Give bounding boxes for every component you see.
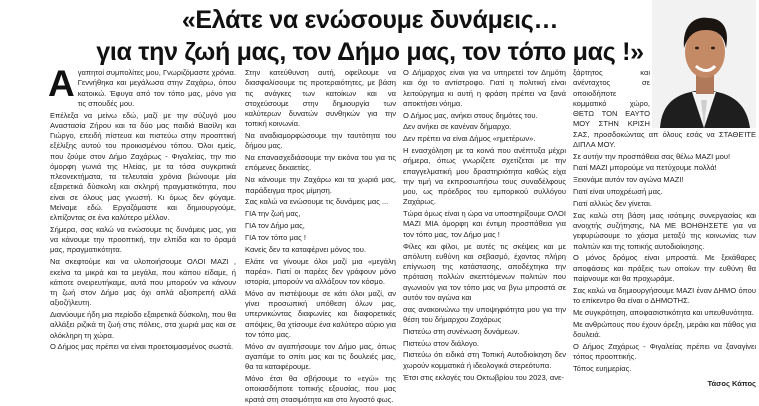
paragraph: [245, 245, 396, 255]
paragraph-text: Μόνο αν πιστέψουμε σε κάτι όλοι μαζί, αν γίνει προσωπική υπόθεση όλων μας, υπερνικώντας διαφωνίες και διαφορετικές απόψεις, θα χτίσουμε ένα καλύτερο αύριο για τον τόπο μας.: [245, 288, 396, 339]
paragraph-text: Πιστεύω ότι ειδικά στη Τοπική Αυτοδιοίκηση δεν χωρούν κομματικά ή ιδεολογικά στερεότυπα.: [403, 350, 566, 370]
paragraph: [403, 68, 566, 109]
paragraph: [245, 131, 396, 152]
paragraph-text: Σε αυτήν την προσπάθεια σας θέλω ΜΑΖΙ μου!: [573, 151, 731, 161]
paragraph-text: Κανείς δεν τα καταφέρνει μόνος του.: [245, 244, 366, 254]
paragraph-text: Σας καλώ στη βάση μιας ισότιμης συνεργασίας και ανοιχτής συζήτησης, ΝΑ ΜΕ ΒΟΗΘΗΣΕΤΕ για να γεφυρώσουμε το χάσμα μεταξύ της κοινωνίας των πολιτών και της τοπικής αυτοδιοίκησης.: [573, 210, 756, 251]
paragraph: [403, 373, 566, 383]
paragraph-text: ΓΙΑ τον Δήμο μας,: [245, 221, 305, 231]
paragraph-text: Γιατί αλλιώς δεν γίνεται.: [573, 198, 652, 208]
paragraph: [573, 187, 756, 197]
paragraph: [50, 342, 236, 352]
paragraph-text: Να αναδιαμορφώσουμε την ταυτότητα του δήμου μας.: [245, 131, 396, 151]
paragraph: [50, 310, 236, 341]
headline-line-2: για την ζωή μας, τον Δήμο μας, τον τόπο μας !»: [96, 38, 644, 66]
paragraph: [245, 175, 396, 196]
paragraph: [403, 146, 566, 208]
paragraph: [403, 350, 566, 371]
paragraph-text: Με συγκρότηση, αποφασιστικότητα και υπευθυνότητα.: [573, 307, 754, 317]
paragraph: [245, 342, 396, 373]
paragraph-text: Πιστεύω στον διάλογο.: [403, 338, 480, 348]
paragraph: [50, 111, 236, 224]
paragraph-text: Να επανασχεδιάσουμε την εικόνα του για τις επόμενες δεκαετίες.: [245, 153, 396, 173]
paragraph-text: Η ενασχόληση με τα κοινά που ανέπτυξα μέχρι σήμερα, όπως γνωρίζετε σχετίζεται με την επαγγελματική μου δραστηριότητα καθώς είχα την τιμή να εκπροσωπήσω τους συναδέλφους μου, ως πρόεδρος του εμπορικού συλλόγου Ζαχάρως.: [403, 146, 566, 207]
paragraph: [245, 209, 396, 219]
paragraph: [573, 364, 756, 374]
paragraph: [403, 209, 566, 240]
paragraph-text: Φίλες και φίλοι, με αυτές τις σκέψεις και με απόλυτη ευθύνη και σεβασμό, έχοντας πλήρη επίγνωση της κατάστασης, αποδέχτηκα την πρόταση πολλών σκεπτόμενων πολιτών που αγωνιούν για τον τόπο μας να βγω μπροστά σε αυτόν τον αγώνα και: [403, 241, 566, 302]
paragraph-text: ΓΙΑ την ζωή μας,: [245, 209, 301, 219]
paragraph: [573, 175, 756, 185]
paragraph: [573, 342, 756, 363]
paragraph-text: Δεν ανήκει σε κανέναν δήμαρχο.: [403, 122, 512, 132]
paragraph-text: Τόπος ευημερίας.: [573, 363, 632, 373]
photo-wrap-space: [650, 68, 756, 128]
paragraph: [403, 305, 566, 326]
paragraph: [573, 308, 756, 318]
paragraph-text: Ο μόνος δρόμος είναι μπροστά. Με ξεκάθαρες αποφάσεις και πράξεις των οποίων την ευθύνη θα παίρνουμε και θα προχωράμε.: [573, 253, 756, 283]
paragraph: [245, 233, 396, 243]
paragraph: [245, 374, 396, 405]
paragraph: [573, 253, 756, 284]
paragraph: [245, 221, 396, 231]
paragraph-text: Δεν πρέπει να είναι Δήμος «ημετέρων».: [403, 134, 536, 144]
paragraph: [245, 197, 396, 207]
paragraph-text: Ο Δήμαρχος είναι για να υπηρετεί τον Δημότη και όχι το αντίστροφο. Γιατί η πολιτική είναι λειτούργημα κι αυτή η φράση πρέπει να ξανά αποκτήσει νόημα.: [403, 68, 566, 108]
article-column-4: [573, 68, 756, 391]
paragraph: [573, 152, 756, 162]
paragraph: [573, 211, 756, 252]
paragraph-text: γαπητοί συμπολίτες μου, Γνωριζόμαστε χρόνια. Γεννήθηκα και μεγάλωσα στην Ζαχάρω, όπου κατοικώ. Έφυγα από τον τόπο μας, μόνο για τις σπουδές μου.: [77, 68, 236, 108]
paragraph-text: Ξεκινάμε αυτόν τον αγώνα ΜΑΖΙ!: [573, 175, 684, 185]
paragraph: [403, 111, 566, 121]
paragraph-text: Έτσι στις εκλογές του Οκτωβρίου του 2023, ανε-: [403, 372, 564, 382]
paragraph-text: Διανύουμε ήδη μια περίοδο εξαιρετικά δύσκολη, που θα αλλάξει ριζικά τη ζωή στις πόλεις, στα χωριά μας και σε ολόκληρη τη χώρα.: [50, 310, 236, 340]
paragraph: [573, 199, 756, 209]
paragraph-text: Τώρα όμως είναι η ώρα να υποστηρίξουμε ΟΛΟΙ ΜΑΖΙ ΜΙΑ όμορφη και έντιμη προσπάθεια για τον τόπο μας, τον Δήμο μας !: [403, 209, 566, 239]
paragraph-text: ΓΙΑ τον τόπο μας !: [245, 232, 306, 242]
paragraph-text: Να σκεφτούμε και να υλοποιήσουμε ΟΛΟΙ ΜΑΖΙ , εκείνα τα μικρά και τα μεγάλα, που κάπου είδαμε, ή κάποτε ονειρευτήκαμε, αυτά που μπορούν να κάνουν τη ζωή στον Δήμο μας όχι απλά αξιοπρεπή αλλά αξιοζήλευτη.: [50, 257, 236, 308]
paragraph-text: Να κάνουμε την Ζαχάρω και τα χωριά μας, παράδειγμα προς μίμηση.: [245, 175, 396, 195]
paragraph-text: Πιστεύω στη συνένωση δυνάμεων.: [403, 326, 520, 336]
paragraph-text: ξάρτητος και ανένταχτος σε οποιοδήποτε κομματικό χώρο, ΘΕΤΩ ΤΟΝ ΕΑΥΤΟ ΜΟΥ ΣΤΗΝ ΚΡΙΣΗ ΣΑΣ, προσδοκώντας απ όλους εσάς να ΣΤΑΘΕΊΤΕ ΔΙΠΛΑ ΜΟΥ.: [573, 68, 756, 149]
paragraph-text: σας ανακοινώνω την υποψηφιότητα μου για την θέση του δήμαρχου Ζαχάρως: [403, 304, 566, 324]
paragraph: [403, 339, 566, 349]
paragraph: [403, 122, 566, 132]
paragraph: [573, 320, 756, 341]
paragraph-text: Ο Δήμος μας πρέπει να είναι προετοιμασμένος σωστά.: [50, 342, 234, 352]
paragraph-text: Μόνο έτσι θα σβήσουμε το «εγώ» της οποιασδήποτε τοπικής εξουσίας, που μας κρατά στη στασιμότητα και στο λιγοστό φως.: [245, 374, 396, 404]
paragraph-text: Σας καλώ να ενώσουμε τις δυνάμεις μας ...: [245, 197, 389, 207]
paragraph-text: Στην κατεύθυνση αυτή, οφείλουμε να διασφαλίσουμε τις προτεραιότητες, με βάση τις ανάγκες των κατοίκων και να στοχεύσουμε στην δημιουργία των καλύτερων δυνατών συνθηκών για την τοπική κοινωνία.: [245, 68, 396, 129]
paragraph-text: Γιατί είναι υποχρέωσή μας.: [573, 187, 663, 197]
paragraph: [50, 225, 236, 256]
paragraph: [245, 153, 396, 174]
paragraph: [403, 327, 566, 337]
paragraph: [245, 289, 396, 340]
article-column-3: [403, 68, 566, 384]
paragraph-text: Γιατί ΜΑΖΙ μπορούμε να πετύχουμε πολλά!: [573, 163, 717, 173]
paragraph-text: Επέλεξα να μείνω εδώ, μαζί με την σύζυγό μου Αναστασία Ζήρου και τα δύο μας παιδιά Βασίλη και Γιώργο, επειδή πίστευα και πιστεύω στην προοπτική εξέλιξης αυτού του προικισμένου τόπου. Όλοι εμείς, που ζούμε στον Δήμο Ζαχάρως - Φιγαλείας, την πιο όμορφη γωνιά της Ηλείας, με τα τόσα συγκριτικά πλεονεκτήματα, τα τελευταία χρόνια βιώνουμε μία εξαιρετικά δύσκολη και σκληρή πραγματικότητα, που είναι σε όλους μας γνωστή. Κι όμως δεν φύγαμε. Μείναμε εδώ. Εργαζόμαστε και δημιουργούμε, ελπίζοντας σε ένα καλύτερο μέλλον.: [50, 110, 236, 223]
paragraph-text: Σήμερα, σας καλώ να ενώσουμε τις δυνάμεις μας, για να κάνουμε την προοπτική, την ελπίδα και το όραμά μας, πραγματικότητα.: [50, 224, 236, 255]
paragraph: [245, 257, 396, 288]
article-column-2: [245, 68, 396, 406]
paragraph: [573, 286, 756, 307]
paragraph-text: Ο Δήμος μας, ανήκει στους δημότες του.: [403, 110, 538, 120]
paragraph: [403, 242, 566, 304]
drop-cap: Α: [48, 63, 75, 104]
article-column-1: [48, 63, 236, 354]
author-signature: Τάσος Κάπος: [707, 379, 756, 389]
paragraph-text: Ο Δήμος Ζαχάρως - Φιγαλείας πρέπει να ξαναγίνει τόπος προοπτικής.: [573, 341, 756, 362]
paragraph: [573, 163, 756, 173]
paragraph: [403, 134, 566, 144]
paragraph: [245, 68, 396, 130]
paragraph: [48, 63, 236, 109]
headline-line-1: «Ελάτε να ενώσουμε δυνάμεις…: [181, 6, 559, 34]
paragraph-text: Μόνο αν αγαπήσουμε τον Δήμο μας, όπως αγαπάμε το σπίτι μας και τις δουλειές μας, θα τα καταφέρουμε.: [245, 341, 396, 372]
paragraph-text: Σας καλώ να δημιουργήσουμε ΜΑΖΙ έναν ΔΗΜΟ όπου το επίκεντρο θα είναι ο ΔΗΜΟΤΗΣ.: [573, 285, 756, 305]
paragraph: [50, 257, 236, 308]
paragraph-text: Ελάτε να γίνουμε όλοι μαζί μια «μεγάλη παρέα». Γιατί οι παρέες δεν γράφουν μόνο ιστορία, μπορούν να αλλάξουν τον κόσμο.: [245, 256, 396, 287]
paragraph-text: Με ανθρώπους που έχουν όρεξη, μεράκι και πάθος για δουλειά.: [573, 319, 756, 339]
